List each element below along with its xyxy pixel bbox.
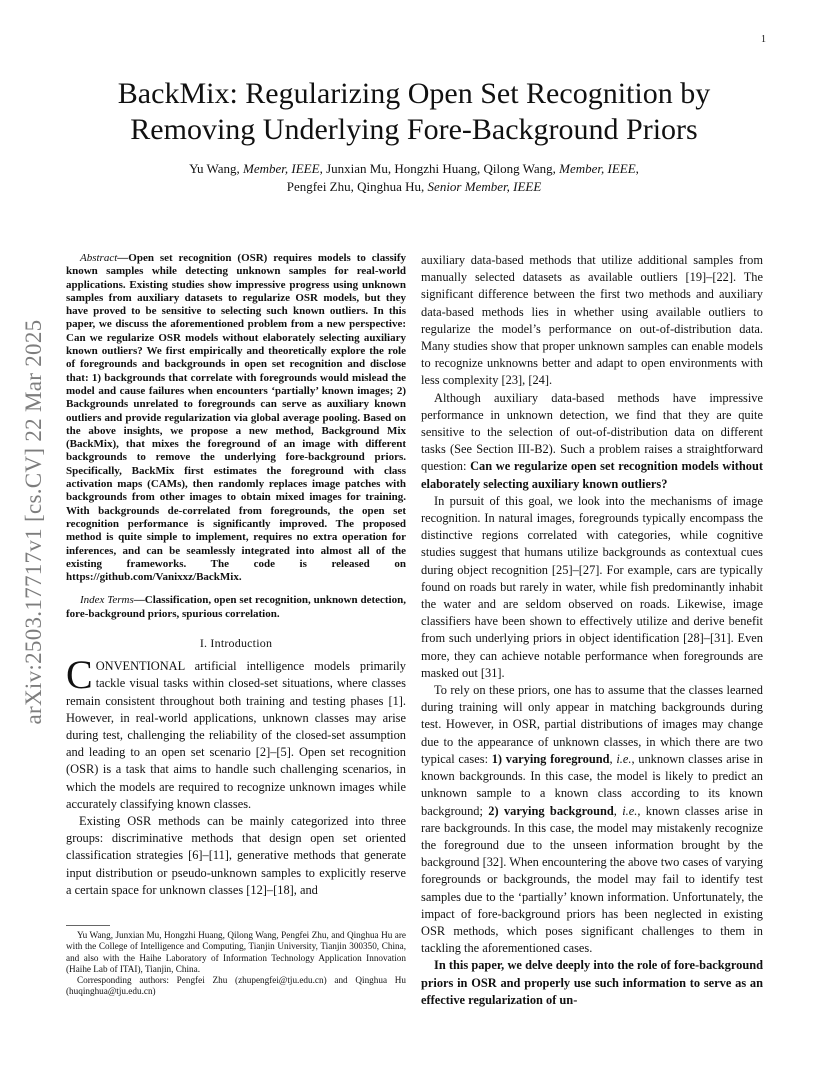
footnotes	[66, 925, 406, 998]
arxiv-identifier-stamp	[21, 282, 46, 762]
index-terms-label: Index Terms	[80, 594, 134, 607]
ie-abbrev: i.e.	[622, 803, 638, 818]
index-terms-text: Classification, open set recognition, unknown detection, fore-background priors, spurious correlation.	[66, 594, 406, 620]
case-varying-foreground: 1) varying foreground	[491, 751, 610, 766]
author-role: Senior Member, IEEE	[427, 179, 542, 194]
body-paragraph-continued: auxiliary data-based methods that utilize additional samples from manually selected datasets as available outliers [19]–[22]. The significant difference between the first two methods and auxiliary data-based methods lies in whether using available outliers to regularize the model’s performance on out-of-distribution data. Many studies show that proper unknown samples can enable models to recognize unknowns better and adapt to open environments with less complexity [23], [24].	[421, 253, 763, 388]
index-terms: Index Terms—Classification, open set recognition, unknown detection, fore-background priors, spurious correlation.	[66, 594, 406, 620]
ie-abbrev: i.e.	[616, 751, 632, 766]
page-number: 1	[761, 34, 766, 45]
author-role: Member, IEEE	[559, 161, 636, 176]
research-question: Can we regularize open set recognition models without elaborately selecting auxiliary known outliers?	[421, 459, 763, 491]
intro-paragraph-1	[66, 652, 406, 813]
intro-paragraph-1-text: ONVENTIONAL artificial intelligence models primarily tackle visual tasks within closed-set situations, where classes remain consistent throughout both training and testing phases [1]. However, in real-world applications, unknown classes may arise during test, challenging the reliability of the closed-set assumption and leading to an open set scenario [2]–[5]. Open set recognition (OSR) is a task that aims to handle such challenging scenarios, in which the models are required to recognize unknown images while accurately classifying known classes.	[66, 659, 406, 811]
priors-text: ,	[613, 803, 623, 818]
arxiv-identifier-text: arXiv:2503.17717v1 [cs.CV] 22 Mar 2025	[21, 319, 46, 725]
intro-paragraph-2: Existing OSR methods can be mainly categorized into three groups: discriminative methods that design open set oriented classification strategies [6]–[11], generative methods that generate input distribution or pseudo-unknown samples to explicitly reserve a certain space for unknown classes [12]–[18], and	[66, 814, 406, 897]
author-name: Pengfei Zhu	[286, 179, 351, 194]
author-name: Yu Wang	[189, 161, 237, 176]
abstract-text: Open set recognition (OSR) requires models to classify known samples while detecting unknown samples for real-world applications. Existing studies show impressive progress using unknown samples from auxiliary datasets to regularize OSR models, but they have proved to be sensitive to selecting such known outliers. In this paper, we discuss the aforementioned problem from a new perspective: Can we regularize OSR models without elaborately selecting auxiliary known outliers? We first empirically and theoretically explore the role of foregrounds and backgrounds in open set recognition and disclose that: 1) backgrounds that correlate with foregrounds would mislead the model and cause failures when encounters ‘partially’ known images; 2) Backgrounds unrelated to foregrounds can serve as auxiliary known outliers and provide regularization via global average pooling. Based on the above insights, we propose a new method, Background Mix (BackMix), that mixes the foreground of an image with different backgrounds to remove the underlying fore-background priors. Specifically, BackMix first estimates the foreground with class activation maps (CAMs), then randomly replaces image patches with backgrounds from other images to obtain mixed images for training. With backgrounds de-correlated from foregrounds, the open set recognition performance is significantly improved. The proposed method is quite simple to implement, requires no extra operation for inferences, and can be seamlessly integrated into almost all of the existing frameworks. The code is released on https://github.com/Vanixxz/BackMix.	[66, 252, 406, 584]
body-paragraph-contribution: In this paper, we delve deeply into the role of fore-background priors in OSR and properly use such information to serve as an effective regularization of un-	[421, 958, 763, 1007]
abstract-label: Abstract	[80, 252, 118, 264]
footnote-divider	[66, 925, 110, 926]
body-paragraph-priors	[421, 682, 763, 957]
priors-text: , known classes arise in rare backgrounds. In this case, the model may mistakenly recognize the foreground due to the unseen information brought by the background [32]. When encountering the above two cases of varying foregrounds or backgrounds, the model may fail to identify test samples due to the ‘partially’ known information. Unfortunately, the impact of fore-background priors has been neglected in existing OSR methods, which poses significant challenges to them in tackling the aforementioned cases.	[421, 803, 763, 956]
author-name: Hongzhi Huang	[394, 161, 477, 176]
priors-text: To rely on these priors, one has to assume that the classes learned during training will only appear in matching backgrounds during test. However, in OSR, partial distributions of images may change due to the appearance of unknown classes, in which there are two typical cases:	[421, 683, 763, 766]
left-column	[66, 252, 406, 899]
author-role: Member, IEEE	[243, 161, 320, 176]
footnote-affiliations: Yu Wang, Junxian Mu, Hongzhi Huang, Qilong Wang, Pengfei Zhu, and Qinghua Hu are with the College of Intelligence and Computing, Tianjin University, Tianjin 300350, China, and also with the Haihe Laboratory of Information Technology Application Innovation (Haihe Lab of ITAI), Tianjin, China.	[66, 930, 406, 974]
priors-text: ,	[609, 751, 617, 766]
question-lead-text: Although auxiliary data-based methods have impressive performance in unknown detection, we find that they are quite sensitive to the selection of out-of-distribution data on different tasks (See Section III-B2). Such a problem raises a straightforward question:	[421, 390, 763, 474]
priors-text: , unknown classes arise in known backgrounds. In this case, the model is likely to predict an unknown sample to a known class according to its known background;	[421, 751, 763, 818]
author-name: Qinghua Hu	[357, 179, 422, 194]
author-name: Qilong Wang	[483, 161, 553, 176]
case-varying-background: 2) varying background	[488, 803, 614, 818]
footnote-corresponding-authors: Corresponding authors: Pengfei Zhu (zhupengfei@tju.edu.cn) and Qinghua Hu (huqinghua@tju.edu.cn)	[66, 975, 406, 997]
author-list: Yu Wang, Member, IEEE, Junxian Mu, Hongzhi Huang, Qilong Wang, Member, IEEE, Pengfei Zhu, Qinghua Hu, Senior Member, IEEE	[189, 161, 639, 194]
author-name: Junxian Mu	[326, 161, 388, 176]
abstract: Abstract—Open set recognition (OSR) requires models to classify known samples while detecting unknown samples for real-world applications. Existing studies show impressive progress using unknown samples from auxiliary datasets to regularize OSR models, but they have proved to be sensitive to selecting such known outliers. In this paper, we discuss the aforementioned problem from a new perspective: Can we regularize OSR models without elaborately selecting auxiliary known outliers? We first empirically and theoretically explore the role of foregrounds and backgrounds in open set recognition and disclose that: 1) backgrounds that correlate with foregrounds would mislead the model and cause failures when encounters ‘partially’ known images; 2) Backgrounds unrelated to foregrounds can serve as auxiliary known outliers and provide regularization via global average pooling. Based on the above insights, we propose a new method, Background Mix (BackMix), that mixes the foreground of an image with different backgrounds to remove the underlying fore-background priors. Specifically, BackMix first estimates the foreground with class activation maps (CAMs), then randomly replaces image patches with backgrounds from other images to obtain mixed images for training. With backgrounds de-correlated from foregrounds, the open set recognition performance is significantly improved. The proposed method is quite simple to implement, requires no extra operation for inferences, and can be seamlessly integrated into almost all of the existing frameworks. The code is released on https://github.com/Vanixxz/BackMix.	[66, 252, 406, 584]
section-heading-introduction: I. Introduction	[199, 636, 273, 651]
body-paragraph-question	[421, 390, 763, 493]
paper-title: BackMix: Regularizing Open Set Recognition by Removing Underlying Fore-Background Priors	[117, 77, 711, 146]
drop-cap: C	[66, 652, 93, 698]
body-paragraph-mechanisms: In pursuit of this goal, we look into the mechanisms of image recognition. In natural images, foregrounds typically encompass the distinctive regions correlated with categories, while cognitive studies suggest that humans utilize backgrounds as contextual cues during object recognition [25]–[27]. For example, cars are typically found on roads but rarely in water, while fish predominantly inhabit the water and are seldom observed on roads. Likewise, image classifiers have been shown to effectively utilize and derive benefit from such underlying priors in object identification [28]–[31]. Even more, they can achieve notable performance when foregrounds are masked out [31].	[421, 493, 763, 680]
right-column	[421, 252, 763, 1009]
